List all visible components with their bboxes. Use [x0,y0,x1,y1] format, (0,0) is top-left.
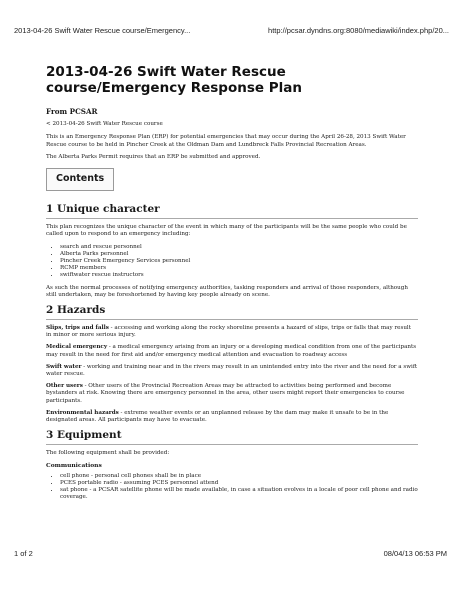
print-header-title: 2013-04-26 Swift Water Rescue course/Emergency... [14,26,191,35]
list-item: • RCMP members [60,265,418,272]
hazard-item [46,410,418,424]
list-item: • PCES portable radio - assuming PCES personnel attend [60,480,418,487]
hazard-item [46,344,418,358]
list-item: • Alberta Parks personnel [60,251,418,258]
list-item: • sat phone - a PCSAR satellite phone will be made available, in case a situation evolves in a locale of poor cell phone and radio coverage. [60,487,418,501]
print-timestamp: 08/04/13 06:53 PM [383,549,447,558]
section-intro: The following equipment shall be provided: [46,450,170,457]
hazard-term: Environmental hazards [46,409,119,416]
contents-label: Contents [56,173,105,185]
print-header [14,26,449,35]
hazard-desc: - a medical emergency arising from an injury or a developing medical condition from one of the participants may result in the need for first aid and/or emergency medical attention and evacuation to roadway access [46,344,417,358]
hazard-desc: - Other users of the Provincial Recreation Areas may be attracted to activities being performed and become bystanders at risk. Knowing there are emergency personnel in the area, other users might report their emergencies to course participants. [46,383,405,404]
back-link[interactable]: < 2013-04-26 Swift Water Rescue course [46,121,163,128]
article [46,64,418,507]
hazard-item [46,325,418,339]
section-intro: This plan recognizes the unique character of the event in which many of the participants will be the same people who could be called upon to respond to an emergency including: [46,224,407,238]
hazard-term: Medical emergency [46,344,108,351]
list-item: • cell phone - personal cell phones shall be in place [60,473,418,480]
list-item: • Pincher Creek Emergency Services personnel [60,258,418,265]
hazard-desc: - accessing and working along the rocky shoreline presents a hazard of slips, trips or falls that may result in minor or more serious injury. [46,325,411,339]
hazard-term: Swift water [46,363,82,370]
list-item: • swiftwater rescue instructors [60,272,418,279]
page-title: 2013-04-26 Swift Water Rescue course/Emergency Response Plan [46,64,302,96]
communications-list [46,473,418,502]
hazard-item [46,364,418,378]
responder-list [46,244,418,280]
intro-paragraph: The Alberta Parks Permit requires that an ERP be submitted and approved. [46,153,261,160]
section-outro: As such the normal processes of notifying emergency authorities, tasking responders and arrival of those responders, although still undertaken, may be foreshortened by having key people already on scene. [46,284,408,298]
hazard-desc: - extreme weather events or an unplanned release by the dam may make it unsafe to be in the designated areas. All participants may have to evacuate. [46,409,389,424]
hazard-item [46,383,418,405]
table-of-contents [46,168,114,191]
print-footer [14,549,447,558]
section-heading-equipment: 3 Equipment [46,429,418,445]
subsection-heading-communications: Communications [46,462,102,470]
list-item: • search and rescue personnel [60,244,418,251]
section-heading-unique-character: 1 Unique character [46,203,418,219]
section-heading-hazards: 2 Hazards [46,304,418,320]
hazard-desc: - working and training near and in the rivers may result in an unintended entry into the river and the need for a swift water rescue. [46,363,418,378]
page-number: 1 of 2 [14,549,33,558]
hazard-term: Slips, trips and falls [46,325,109,332]
intro-paragraph: This is an Emergency Response Plan (ERP) for potential emergencies that may occur during the April 26-28, 2013 Swift Water Rescue course to be held in Pincher Creek at the Oldman Dam and Lundbreck Falls Provincial Recreation Areas. [46,134,406,148]
hazard-term: Other users [46,383,83,390]
print-header-url: http://pcsar.dyndns.org:8080/mediawiki/index.php/20... [268,26,449,35]
site-subtitle: From PCSAR [46,107,98,116]
